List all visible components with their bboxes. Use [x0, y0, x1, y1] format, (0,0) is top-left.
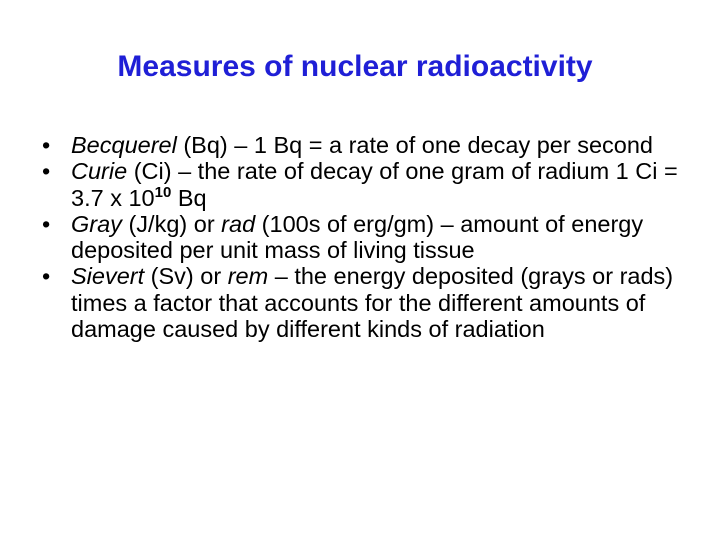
bullet-curie	[42, 158, 682, 211]
sievert-units: (Sv) or	[144, 263, 228, 290]
bullet-icon: •	[42, 158, 51, 185]
curie-definition: (Ci) – the rate of decay of one gram of radium 1 Ci = 3.7 x 10	[71, 158, 678, 211]
gray-units: (J/kg) or	[121, 210, 222, 237]
sievert-definition: – the energy deposited (grays or rads) times a factor that accounts for the different amounts of damage caused by different kinds of radiation	[71, 263, 674, 343]
curie-exponent: 10	[154, 183, 172, 201]
bullet-icon: •	[42, 132, 51, 158]
term-rem: rem	[227, 263, 269, 290]
bullet-list	[42, 132, 682, 342]
bullet-becquerel	[42, 132, 682, 158]
term-becquerel: Becquerel	[71, 132, 177, 158]
bullet-icon: •	[42, 210, 51, 237]
term-sievert: Sievert	[71, 263, 145, 290]
term-rad: rad	[221, 210, 256, 237]
gray-definition: (100s of erg/gm) – amount of energy deposited per unit mass of living tissue	[71, 210, 644, 264]
curie-unit: Bq	[171, 184, 207, 211]
bullet-sievert	[42, 263, 682, 342]
bullet-gray	[42, 211, 682, 264]
becquerel-definition: (Bq) – 1 Bq = a rate of one decay per second	[176, 132, 654, 158]
bullet-icon: •	[42, 263, 51, 290]
term-gray: Gray	[71, 210, 122, 237]
slide-title: Measures of nuclear radioactivity	[117, 50, 593, 83]
term-curie: Curie	[71, 158, 128, 185]
